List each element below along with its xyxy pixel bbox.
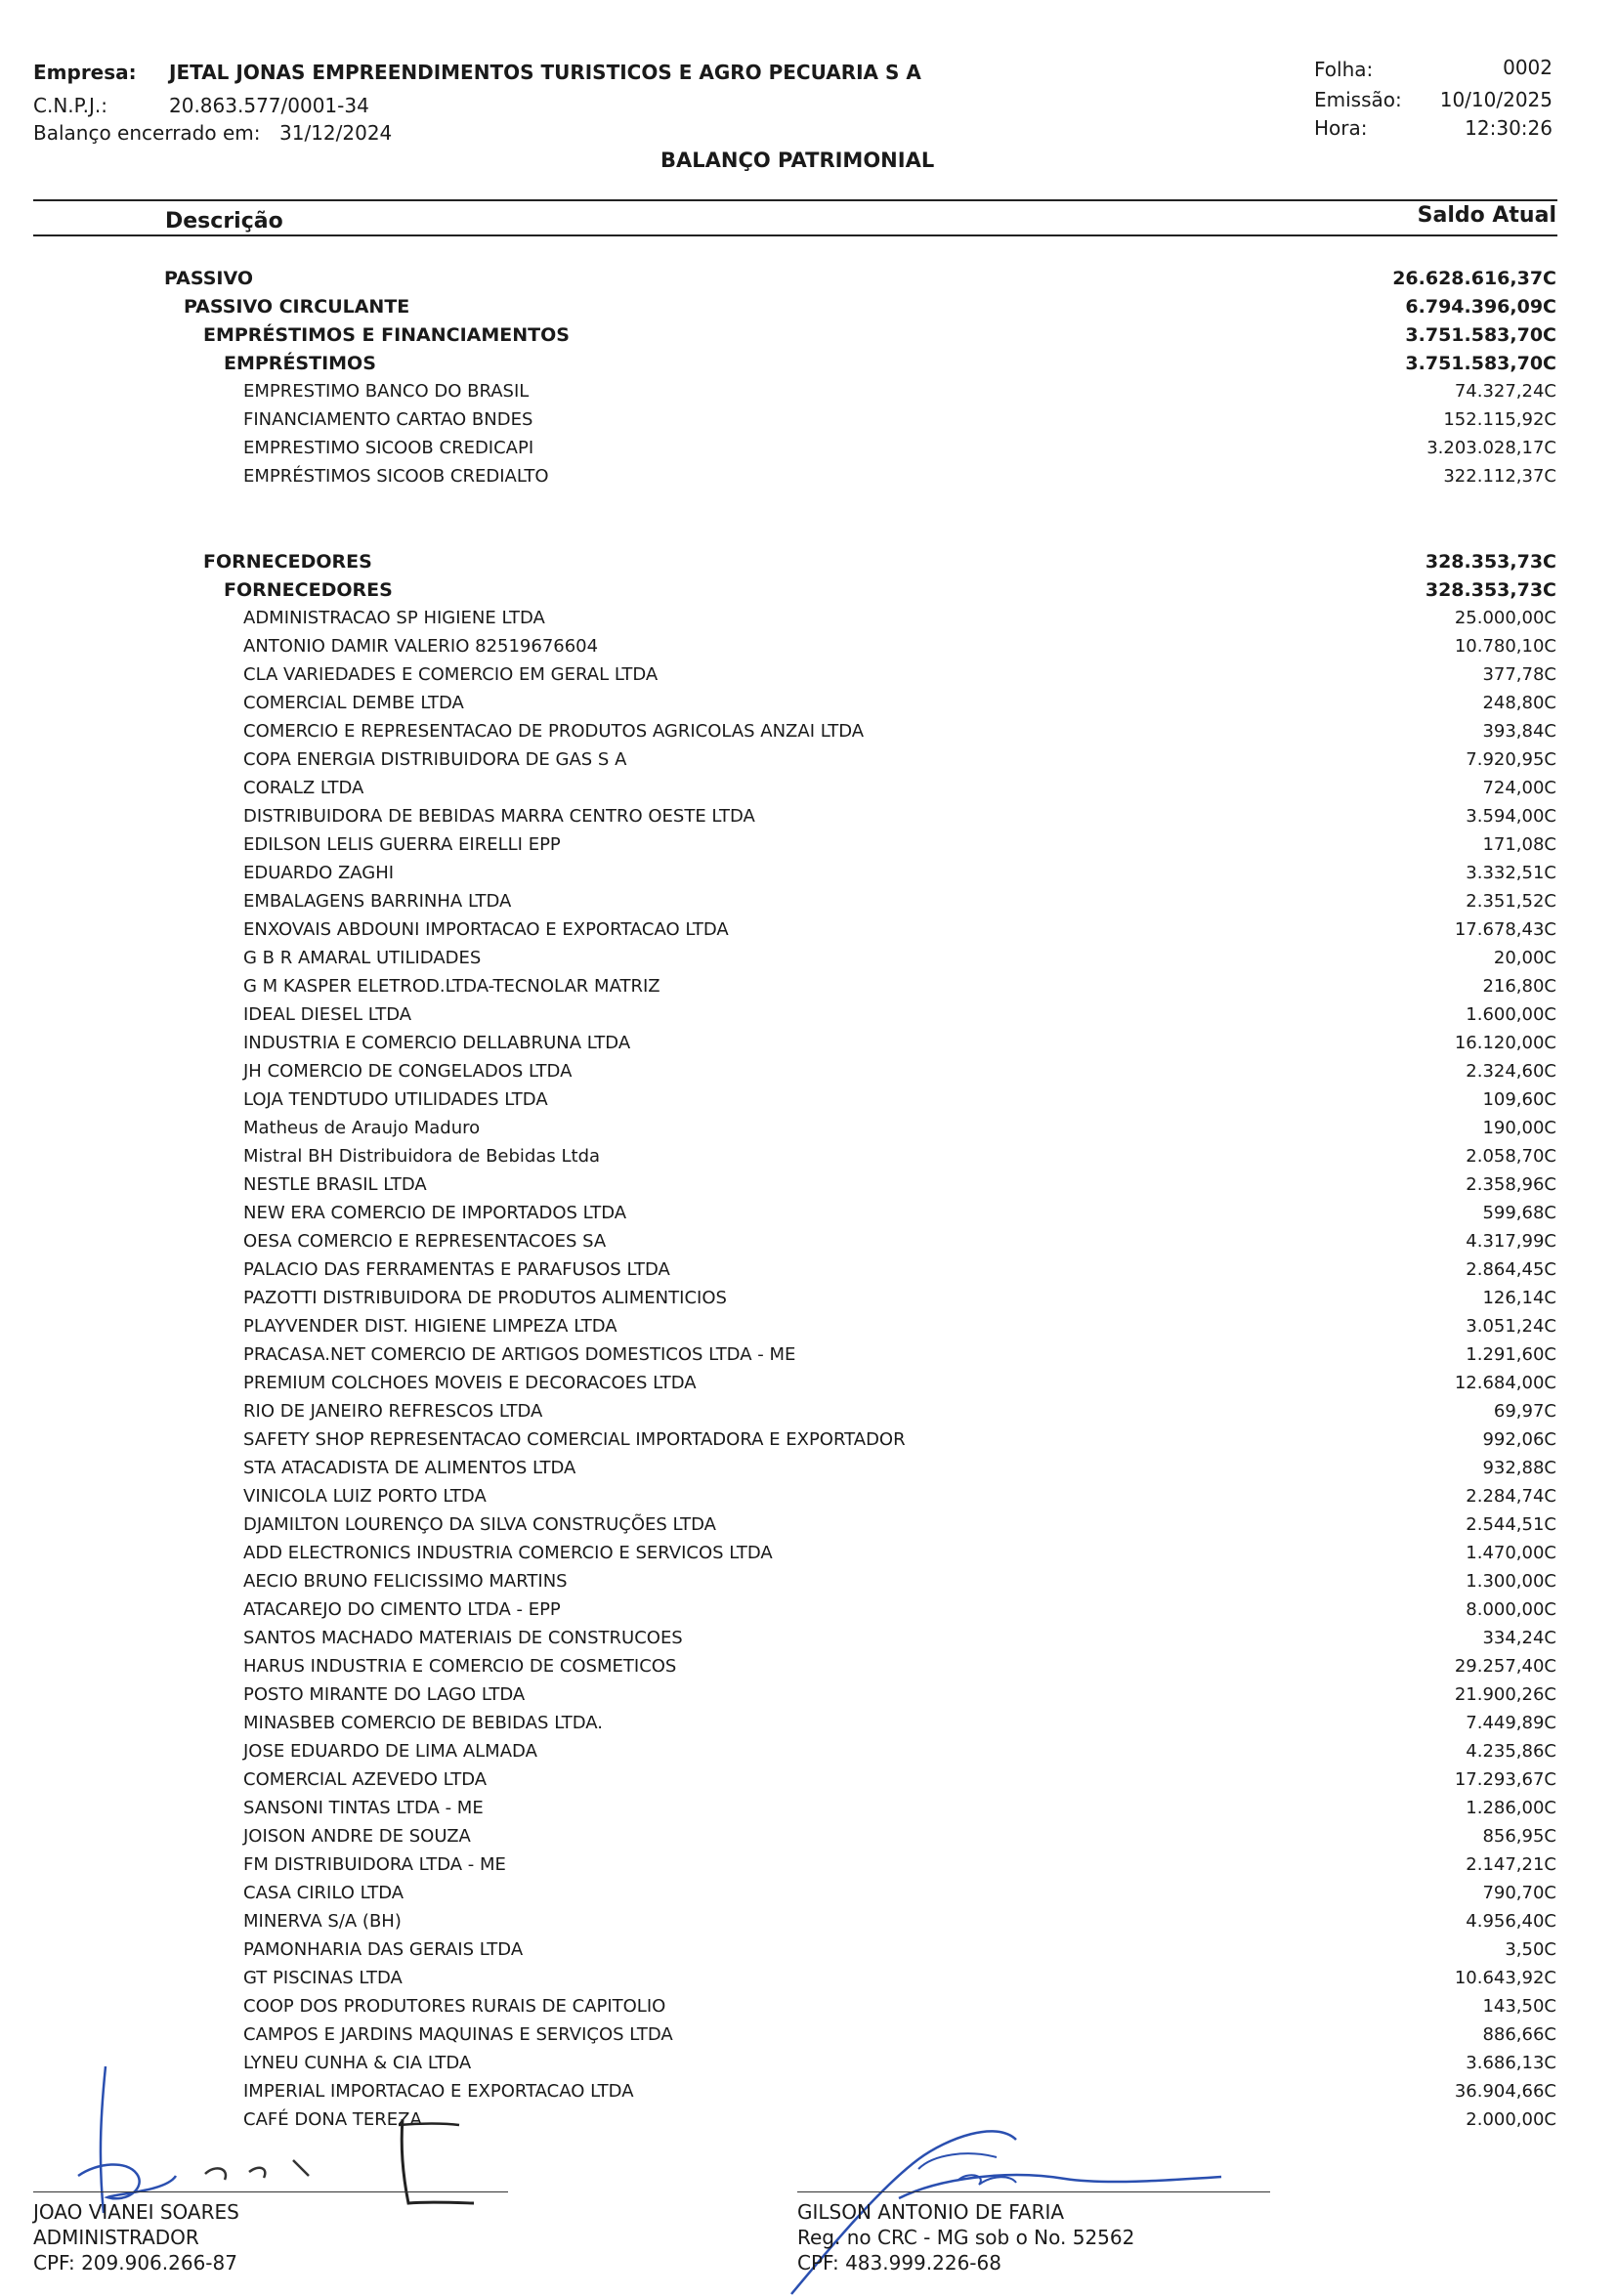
row-balance: 334,24C xyxy=(1482,1628,1556,1648)
table-row xyxy=(0,1996,1617,2023)
row-description: NEW ERA COMERCIO DE IMPORTADOS LTDA xyxy=(243,1203,627,1223)
row-balance: 10.643,92C xyxy=(1454,1968,1556,1988)
row-balance: 3.203.028,17C xyxy=(1426,438,1556,458)
row-balance: 12.684,00C xyxy=(1454,1373,1556,1393)
table-row xyxy=(0,1571,1617,1598)
row-description: G M KASPER ELETROD.LTDA-TECNOLAR MATRIZ xyxy=(243,976,660,997)
table-row xyxy=(0,1798,1617,1825)
table-row xyxy=(0,381,1617,408)
row-description: EMPRESTIMO BANCO DO BRASIL xyxy=(243,381,530,402)
row-balance: 4.956,40C xyxy=(1466,1911,1556,1932)
signature-right-role: Reg. no CRC - MG sob o No. 52562 xyxy=(797,2226,1135,2249)
table-row xyxy=(0,1373,1617,1400)
row-balance: 7.920,95C xyxy=(1466,749,1556,770)
row-balance: 4.317,99C xyxy=(1466,1231,1556,1252)
row-description: COMERCIAL DEMBE LTDA xyxy=(243,693,464,713)
table-row xyxy=(0,1599,1617,1627)
table-row xyxy=(0,1628,1617,1655)
table-row xyxy=(0,1458,1617,1485)
header-divider-top xyxy=(33,199,1557,201)
table-row xyxy=(0,1911,1617,1938)
row-description: FORNECEDORES xyxy=(203,551,372,573)
hora-label: Hora: xyxy=(1314,116,1368,140)
folha-value: 0002 xyxy=(1503,56,1553,79)
table-row xyxy=(0,891,1617,918)
table-row xyxy=(0,1656,1617,1683)
row-description: PALACIO DAS FERRAMENTAS E PARAFUSOS LTDA xyxy=(243,1259,670,1280)
table-row xyxy=(0,919,1617,947)
table-row xyxy=(0,608,1617,635)
row-balance: 1.300,00C xyxy=(1466,1571,1556,1592)
signature-line-left xyxy=(33,2191,508,2192)
row-balance: 6.794.396,09C xyxy=(1405,296,1556,318)
row-description: CAFÉ DONA TEREZA xyxy=(243,2109,422,2130)
table-row xyxy=(0,664,1617,692)
table-row xyxy=(0,2024,1617,2052)
row-description: PRACASA.NET COMERCIO DE ARTIGOS DOMESTICOS LTDA - ME xyxy=(243,1344,796,1365)
balanco-date-label: Balanço encerrado em: xyxy=(33,121,261,145)
row-balance: 3,50C xyxy=(1505,1939,1556,1960)
row-balance: 377,78C xyxy=(1482,664,1556,685)
row-description: FM DISTRIBUIDORA LTDA - ME xyxy=(243,1854,506,1875)
row-description: G B R AMARAL UTILIDADES xyxy=(243,948,482,968)
row-balance: 2.351,52C xyxy=(1466,891,1556,912)
row-description: EMPRÉSTIMOS xyxy=(224,353,376,374)
row-description: PASSIVO xyxy=(164,268,253,289)
row-description: IDEAL DIESEL LTDA xyxy=(243,1004,412,1025)
row-description: COPA ENERGIA DISTRIBUIDORA DE GAS S A xyxy=(243,749,627,770)
table-row xyxy=(0,1769,1617,1797)
row-balance: 216,80C xyxy=(1482,976,1556,997)
table-row xyxy=(0,1968,1617,1995)
table-row xyxy=(0,1344,1617,1372)
table-row xyxy=(0,1543,1617,1570)
table-row xyxy=(0,1089,1617,1117)
row-description: OESA COMERCIO E REPRESENTACOES SA xyxy=(243,1231,607,1252)
table-row xyxy=(0,806,1617,833)
row-description: LOJA TENDTUDO UTILIDADES LTDA xyxy=(243,1089,548,1110)
row-description: CORALZ LTDA xyxy=(243,778,364,798)
group-row xyxy=(0,296,1617,323)
row-description: EMPRÉSTIMOS E FINANCIAMENTOS xyxy=(203,324,570,346)
row-balance: 3.686,13C xyxy=(1466,2053,1556,2073)
row-description: DJAMILTON LOURENÇO DA SILVA CONSTRUÇÕES LTDA xyxy=(243,1514,716,1535)
row-description: IMPERIAL IMPORTACAO E EXPORTACAO LTDA xyxy=(243,2081,634,2102)
row-description: SAFETY SHOP REPRESENTACAO COMERCIAL IMPORTADORA E EXPORTADOR xyxy=(243,1429,906,1450)
row-description: PASSIVO CIRCULANTE xyxy=(184,296,410,318)
row-description: GT PISCINAS LTDA xyxy=(243,1968,403,1988)
hora-value: 12:30:26 xyxy=(1465,116,1553,140)
table-row xyxy=(0,1826,1617,1853)
row-balance: 932,88C xyxy=(1482,1458,1556,1478)
row-description: FORNECEDORES xyxy=(224,579,393,601)
table-row xyxy=(0,1146,1617,1173)
cnpj-label: C.N.P.J.: xyxy=(33,94,107,117)
table-row xyxy=(0,1429,1617,1457)
row-balance: 322.112,37C xyxy=(1443,466,1556,487)
row-description: COMERCIAL AZEVEDO LTDA xyxy=(243,1769,488,1790)
row-balance: 2.147,21C xyxy=(1466,1854,1556,1875)
row-balance: 3.751.583,70C xyxy=(1405,324,1556,346)
table-row xyxy=(0,693,1617,720)
row-description: MINASBEB COMERCIO DE BEBIDAS LTDA. xyxy=(243,1713,603,1733)
table-row xyxy=(0,1033,1617,1060)
row-balance: 143,50C xyxy=(1482,1996,1556,2017)
row-balance: 2.864,45C xyxy=(1466,1259,1556,1280)
column-header-saldo: Saldo Atual xyxy=(1417,203,1556,228)
table-row xyxy=(0,778,1617,805)
signature-left-role: ADMINISTRADOR xyxy=(33,2226,199,2249)
group-row xyxy=(0,551,1617,578)
table-row xyxy=(0,1684,1617,1712)
row-balance: 2.324,60C xyxy=(1466,1061,1556,1082)
row-description: NESTLE BRASIL LTDA xyxy=(243,1174,427,1195)
row-balance: 126,14C xyxy=(1482,1288,1556,1308)
row-balance: 1.470,00C xyxy=(1466,1543,1556,1563)
row-description: MINERVA S/A (BH) xyxy=(243,1911,402,1932)
row-description: ADMINISTRACAO SP HIGIENE LTDA xyxy=(243,608,545,628)
row-description: PAMONHARIA DAS GERAIS LTDA xyxy=(243,1939,524,1960)
table-row xyxy=(0,863,1617,890)
header-divider-bottom xyxy=(33,234,1557,236)
row-description: Mistral BH Distribuidora de Bebidas Ltda xyxy=(243,1146,601,1167)
row-balance: 17.678,43C xyxy=(1454,919,1556,940)
group-row xyxy=(0,353,1617,380)
table-row xyxy=(0,1883,1617,1910)
table-row xyxy=(0,948,1617,975)
row-balance: 3.051,24C xyxy=(1466,1316,1556,1337)
table-row xyxy=(0,1231,1617,1258)
row-balance: 20,00C xyxy=(1493,948,1556,968)
row-balance: 1.600,00C xyxy=(1466,1004,1556,1025)
row-description: JOISON ANDRE DE SOUZA xyxy=(243,1826,471,1847)
group-row xyxy=(0,579,1617,607)
row-description: DISTRIBUIDORA DE BEBIDAS MARRA CENTRO OESTE LTDA xyxy=(243,806,755,827)
row-balance: 599,68C xyxy=(1482,1203,1556,1223)
empresa-label: Empresa: xyxy=(33,61,137,84)
row-balance: 992,06C xyxy=(1482,1429,1556,1450)
row-balance: 1.286,00C xyxy=(1466,1798,1556,1818)
table-row xyxy=(0,466,1617,493)
cnpj-value: 20.863.577/0001-34 xyxy=(169,94,369,117)
table-row xyxy=(0,1316,1617,1343)
row-description: EMPRESTIMO SICOOB CREDICAPI xyxy=(243,438,534,458)
folha-label: Folha: xyxy=(1314,58,1374,81)
page-title: BALANÇO PATRIMONIAL xyxy=(660,149,935,172)
row-balance: 328.353,73C xyxy=(1425,579,1556,601)
table-row xyxy=(0,1939,1617,1967)
row-description: ADD ELECTRONICS INDUSTRIA COMERCIO E SERVICOS LTDA xyxy=(243,1543,773,1563)
group-row xyxy=(0,324,1617,352)
table-row xyxy=(0,1514,1617,1542)
row-balance: 2.544,51C xyxy=(1466,1514,1556,1535)
row-balance: 1.291,60C xyxy=(1466,1344,1556,1365)
table-row xyxy=(0,1259,1617,1287)
signature-left-cpf: CPF: 209.906.266-87 xyxy=(33,2251,237,2275)
row-description: LYNEU CUNHA & CIA LTDA xyxy=(243,2053,472,2073)
row-description: RIO DE JANEIRO REFRESCOS LTDA xyxy=(243,1401,543,1422)
row-description: SANSONI TINTAS LTDA - ME xyxy=(243,1798,484,1818)
row-description: COOP DOS PRODUTORES RURAIS DE CAPITOLIO xyxy=(243,1996,666,2017)
row-description: JH COMERCIO DE CONGELADOS LTDA xyxy=(243,1061,573,1082)
empresa-name: JETAL JONAS EMPREENDIMENTOS TURISTICOS E AGRO PECUARIA S A xyxy=(169,61,921,84)
table-row xyxy=(0,976,1617,1003)
row-description: STA ATACADISTA DE ALIMENTOS LTDA xyxy=(243,1458,576,1478)
table-row xyxy=(0,1741,1617,1768)
row-balance: 26.628.616,37C xyxy=(1392,268,1556,289)
row-balance: 21.900,26C xyxy=(1454,1684,1556,1705)
table-row xyxy=(0,1713,1617,1740)
row-balance: 2.058,70C xyxy=(1466,1146,1556,1167)
row-description: AECIO BRUNO FELICISSIMO MARTINS xyxy=(243,1571,568,1592)
row-description: EDILSON LELIS GUERRA EIRELLI EPP xyxy=(243,834,561,855)
table-row xyxy=(0,1061,1617,1088)
row-description: HARUS INDUSTRIA E COMERCIO DE COSMETICOS xyxy=(243,1656,677,1677)
row-balance: 2.358,96C xyxy=(1466,1174,1556,1195)
row-balance: 171,08C xyxy=(1482,834,1556,855)
table-row xyxy=(0,1401,1617,1428)
column-header-descricao: Descrição xyxy=(165,209,283,234)
row-balance: 3.332,51C xyxy=(1466,863,1556,883)
row-balance: 29.257,40C xyxy=(1454,1656,1556,1677)
row-balance: 16.120,00C xyxy=(1454,1033,1556,1053)
row-description: JOSE EDUARDO DE LIMA ALMADA xyxy=(243,1741,537,1762)
row-balance: 2.284,74C xyxy=(1466,1486,1556,1507)
table-row xyxy=(0,1486,1617,1513)
table-row xyxy=(0,1118,1617,1145)
signature-right-name: GILSON ANTONIO DE FARIA xyxy=(797,2200,1065,2224)
row-balance: 248,80C xyxy=(1482,693,1556,713)
row-balance: 7.449,89C xyxy=(1466,1713,1556,1733)
table-row xyxy=(0,1004,1617,1032)
table-row xyxy=(0,438,1617,465)
balanco-date-value: 31/12/2024 xyxy=(279,121,393,145)
signature-line-right xyxy=(797,2191,1270,2192)
group-row xyxy=(0,268,1617,295)
row-description: CLA VARIEDADES E COMERCIO EM GERAL LTDA xyxy=(243,664,659,685)
row-balance: 4.235,86C xyxy=(1466,1741,1556,1762)
row-balance: 8.000,00C xyxy=(1466,1599,1556,1620)
row-description: EDUARDO ZAGHI xyxy=(243,863,395,883)
row-balance: 856,95C xyxy=(1482,1826,1556,1847)
row-balance: 790,70C xyxy=(1482,1883,1556,1903)
row-description: CASA CIRILO LTDA xyxy=(243,1883,404,1903)
row-description: INDUSTRIA E COMERCIO DELLABRUNA LTDA xyxy=(243,1033,631,1053)
row-description: PREMIUM COLCHOES MOVEIS E DECORACOES LTDA xyxy=(243,1373,697,1393)
row-description: PAZOTTI DISTRIBUIDORA DE PRODUTOS ALIMENTICIOS xyxy=(243,1288,727,1308)
row-balance: 69,97C xyxy=(1493,1401,1556,1422)
emissao-label: Emissão: xyxy=(1314,88,1402,111)
table-row xyxy=(0,1854,1617,1882)
row-description: ANTONIO DAMIR VALERIO 82519676604 xyxy=(243,636,599,657)
table-row xyxy=(0,749,1617,777)
row-balance: 393,84C xyxy=(1482,721,1556,742)
emissao-value: 10/10/2025 xyxy=(1439,88,1553,111)
signature-right-cpf: CPF: 483.999.226-68 xyxy=(797,2251,1001,2275)
row-balance: 3.594,00C xyxy=(1466,806,1556,827)
row-balance: 25.000,00C xyxy=(1454,608,1556,628)
row-balance: 17.293,67C xyxy=(1454,1769,1556,1790)
row-description: SANTOS MACHADO MATERIAIS DE CONSTRUCOES xyxy=(243,1628,683,1648)
row-balance: 74.327,24C xyxy=(1454,381,1556,402)
row-description: ENXOVAIS ABDOUNI IMPORTACAO E EXPORTACAO LTDA xyxy=(243,919,729,940)
row-description: COMERCIO E REPRESENTACAO DE PRODUTOS AGRICOLAS ANZAI LTDA xyxy=(243,721,865,742)
row-balance: 109,60C xyxy=(1482,1089,1556,1110)
row-balance: 152.115,92C xyxy=(1443,409,1556,430)
table-row xyxy=(0,1288,1617,1315)
table-row xyxy=(0,721,1617,748)
row-balance: 886,66C xyxy=(1482,2024,1556,2045)
signature-left-name: JOAO VIANEI SOARES xyxy=(33,2200,239,2224)
table-row xyxy=(0,834,1617,862)
row-description: ATACAREJO DO CIMENTO LTDA - EPP xyxy=(243,1599,561,1620)
table-row xyxy=(0,1174,1617,1202)
row-description: EMPRÉSTIMOS SICOOB CREDIALTO xyxy=(243,466,549,487)
row-description: VINICOLA LUIZ PORTO LTDA xyxy=(243,1486,487,1507)
table-row xyxy=(0,636,1617,663)
table-row xyxy=(0,1203,1617,1230)
row-description: EMBALAGENS BARRINHA LTDA xyxy=(243,891,512,912)
row-balance: 36.904,66C xyxy=(1454,2081,1556,2102)
row-balance: 328.353,73C xyxy=(1425,551,1556,573)
row-balance: 724,00C xyxy=(1482,778,1556,798)
row-balance: 3.751.583,70C xyxy=(1405,353,1556,374)
row-balance: 2.000,00C xyxy=(1466,2109,1556,2130)
row-balance: 10.780,10C xyxy=(1454,636,1556,657)
row-description: CAMPOS E JARDINS MAQUINAS E SERVIÇOS LTDA xyxy=(243,2024,673,2045)
row-balance: 190,00C xyxy=(1482,1118,1556,1138)
table-row xyxy=(0,409,1617,437)
row-description: FINANCIAMENTO CARTAO BNDES xyxy=(243,409,533,430)
row-description: Matheus de Araujo Maduro xyxy=(243,1118,481,1138)
row-description: PLAYVENDER DIST. HIGIENE LIMPEZA LTDA xyxy=(243,1316,617,1337)
row-description: POSTO MIRANTE DO LAGO LTDA xyxy=(243,1684,526,1705)
